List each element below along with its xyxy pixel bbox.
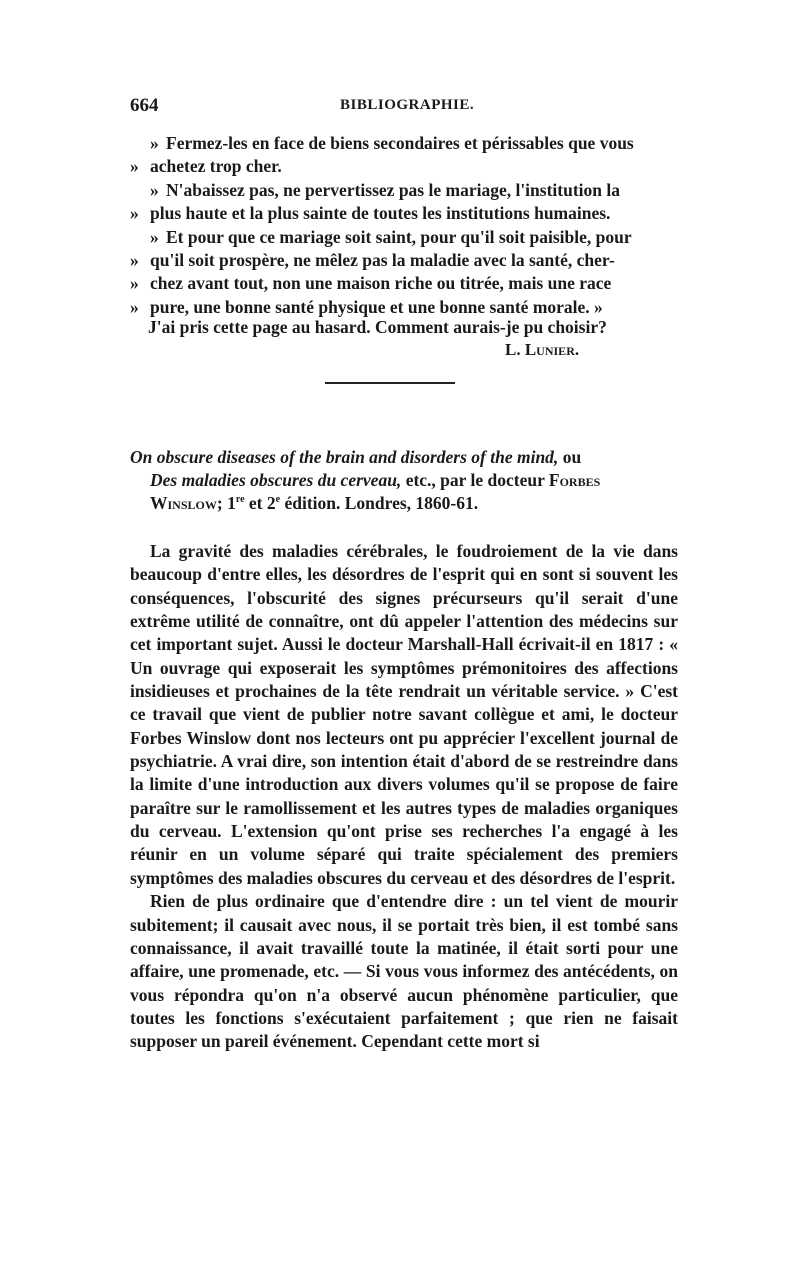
quote-line: » qu'il soit prospère, ne mêlez pas la maladie avec la santé, cher-: [130, 249, 615, 270]
quote-line: » N'abaissez pas, ne pervertissez pas le mariage, l'institution la: [150, 179, 621, 200]
author-signature: [505, 340, 579, 360]
quote-line: » Fermez-les en face de biens secondaires et périssables que vous: [150, 133, 634, 153]
signature-initial: L.: [505, 340, 521, 359]
author-name: Forbes: [548, 470, 601, 490]
signature-name: Lunier.: [524, 340, 580, 359]
quote-line: » chez avant tout, non une maison riche ou titrée, mais une race: [130, 273, 612, 294]
quotation-block: [130, 132, 675, 319]
quote-line: » Et pour que ce mariage soit saint, pour qu'il soit paisible, pour: [150, 226, 632, 247]
closing-remark: J'ai pris cette page au hasard. Comment aurais-je pu choisir?: [148, 317, 607, 337]
quote-line: » plus haute et la plus sainte de toutes les institutions humaines.: [130, 203, 611, 224]
title-english: On obscure diseases of the brain and disorders of the mind,: [130, 447, 559, 467]
page-header: [130, 95, 675, 125]
running-title: BIBLIOGRAPHIE.: [340, 97, 475, 113]
quote-line: » achetez trop cher.: [130, 156, 282, 177]
section-divider: [325, 382, 455, 384]
title-french: Des maladies obscures du cerveau,: [150, 470, 402, 490]
edition-info: édition. Londres, 1860-61.: [284, 493, 479, 513]
quote-line: » pure, une bonne santé physique et une bonne santé morale. »: [130, 296, 603, 317]
review-title: On obscure diseases of the brain and disorders of the mind, ou Des maladies obscures du cerveau, etc., par le docteur Forbes Winslow; 1re et 2e édition. Londres, 1860-61.: [130, 447, 601, 513]
page-number: 664: [130, 95, 159, 116]
paragraph: La gravité des maladies cérébrales, le foudroiement de la vie dans beaucoup d'entre elles, les désordres de l'esprit qui en sont si souvent les conséquences, l'obscurité des signes précurseurs qu'il serait d'une extrême utilité de connaître, ont dû appeler l'attention des médecins sur cet important sujet. Aussi le docteur Marshall-Hall écrivait-il en 1817 : « Un ouvrage qui exposerait les symptômes prémonitoires des affections insidieuses et prochaines de la tête rendrait un véritable service. » C'est ce travail que vient de publier notre savant collègue et ami, le docteur Forbes Winslow dont nos lecteurs ont pu apprécier l'excellent journal de psychiatrie. A vrai dire, son intention était d'abord de se restreindre dans la limite d'une introduction aux divers volumes qu'il se propose de faire paraître sur le ramollissement et les autres types de maladies organiques du cerveau. L'extension qu'ont prise ses recherches l'a engagé à les réunir en un volume séparé qui traite spécialement des premiers symptômes des maladies obscures du cerveau et des désordres de l'esprit.: [130, 541, 678, 888]
paragraph: Rien de plus ordinaire que d'entendre dire : un tel vient de mourir subitement; il causait avec nous, il se portait très bien, il est tombé sans connaissance, il avait travaillé toute la matinée, il était sorti pour une affaire, une promenade, etc. — Si vous vous informez des antécédents, on vous répondra qu'on n'a observé aucun phénomène particulier, que toutes les fonctions s'exécutaient parfaitement ; que rien ne faisait supposer un pareil événement. Cependant cette mort si: [130, 891, 678, 1052]
review-body: [130, 540, 678, 1054]
